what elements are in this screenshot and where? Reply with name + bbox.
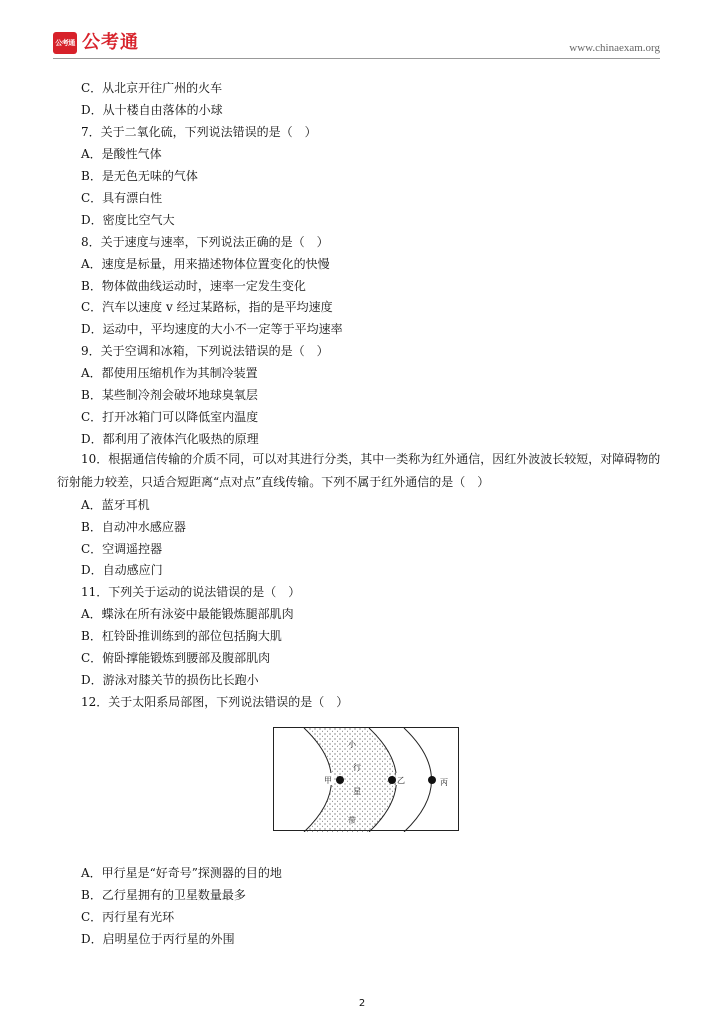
q10-option-c: C．空调遥控器 bbox=[81, 542, 163, 556]
q10-option-a: A．蓝牙耳机 bbox=[81, 498, 150, 512]
q7-option-d: D．密度比空气大 bbox=[81, 213, 175, 227]
label-bing: 丙 bbox=[440, 778, 448, 787]
q9-option-a: A．都使用压缩机作为其制冷装置 bbox=[81, 366, 258, 380]
q11-option-a: A．蝶泳在所有泳姿中最能锻炼腿部肌肉 bbox=[81, 607, 294, 621]
q11-option-b: B．杠铃卧推训练到的部位包括胸大肌 bbox=[81, 629, 282, 643]
belt-char-1: 小 bbox=[348, 740, 356, 749]
q7-option-b: B．是无色无味的气体 bbox=[81, 169, 198, 183]
q12-option-a: A．甲行星是“好奇号”探测器的目的地 bbox=[81, 866, 282, 880]
page-number: 2 bbox=[358, 998, 366, 1009]
planet-jia bbox=[336, 776, 344, 784]
q8-option-a: A．速度是标量，用来描述物体位置变化的快慢 bbox=[81, 257, 330, 271]
belt-char-3: 星 bbox=[353, 787, 361, 796]
label-yi: 乙 bbox=[397, 776, 405, 785]
q12-option-d: D．启明星位于丙行星的外围 bbox=[81, 932, 235, 946]
question-11: 11．下列关于运动的说法错误的是（ ） bbox=[81, 585, 301, 599]
belt-char-4: 带 bbox=[348, 816, 356, 825]
planet-yi bbox=[388, 776, 396, 784]
planet-bing bbox=[428, 776, 436, 784]
orbit-bing bbox=[404, 728, 432, 832]
q7-option-a: A．是酸性气体 bbox=[81, 147, 162, 161]
q7-option-c: C．具有漂白性 bbox=[81, 191, 163, 205]
solar-system-diagram bbox=[274, 728, 460, 832]
q8-option-d: D．运动中，平均速度的大小不一定等于平均速率 bbox=[81, 322, 343, 336]
page-header bbox=[0, 0, 724, 64]
question-8: 8．关于速度与速率，下列说法正确的是（ ） bbox=[81, 235, 329, 249]
site-url: www.chinaexam.org bbox=[569, 42, 660, 54]
q10-option-b: B．自动冲水感应器 bbox=[81, 520, 186, 534]
q11-option-c: C．俯卧撑能锻炼到腰部及腹部肌肉 bbox=[81, 651, 271, 665]
q8-option-c: C．汽车以速度 v 经过某路标，指的是平均速度 bbox=[81, 300, 333, 314]
option-c-prev: C．从北京开往广州的火车 bbox=[81, 81, 223, 95]
logo bbox=[53, 32, 139, 54]
q9-option-c: C．打开冰箱门可以降低室内温度 bbox=[81, 410, 259, 424]
q12-option-c: C．丙行星有光环 bbox=[81, 910, 175, 924]
q9-option-d: D．都利用了液体汽化吸热的原理 bbox=[81, 432, 259, 446]
q8-option-b: B．物体做曲线运动时，速率一定发生变化 bbox=[81, 279, 306, 293]
q10-option-d: D．自动感应门 bbox=[81, 563, 163, 577]
logo-badge: 公考通 bbox=[53, 32, 77, 54]
q9-option-b: B．某些制冷剂会破坏地球臭氧层 bbox=[81, 388, 258, 402]
question-10: 10．根据通信传输的介质不同，可以对其进行分类，其中一类称为红外通信，因红外波波长较短，对障碍物的衍射能力较差，只适合短距离“点对点”直线传输。下列不属于红外通信的是（ ） bbox=[57, 452, 661, 489]
question-12: 12．关于太阳系局部图，下列说法错误的是（ ） bbox=[81, 695, 349, 709]
header-divider bbox=[53, 58, 660, 59]
solar-system-figure bbox=[273, 727, 459, 831]
option-d-prev: D．从十楼自由落体的小球 bbox=[81, 103, 223, 117]
label-jia: 甲 bbox=[324, 776, 332, 785]
belt-char-2: 行 bbox=[353, 763, 361, 772]
question-9: 9．关于空调和冰箱，下列说法错误的是（ ） bbox=[81, 344, 329, 358]
question-7: 7．关于二氧化硫，下列说法错误的是（ ） bbox=[81, 125, 317, 139]
q12-option-b: B．乙行星拥有的卫星数量最多 bbox=[81, 888, 246, 902]
logo-text: 公考通 bbox=[82, 32, 139, 53]
q11-option-d: D．游泳对膝关节的损伤比长跑小 bbox=[81, 673, 259, 687]
